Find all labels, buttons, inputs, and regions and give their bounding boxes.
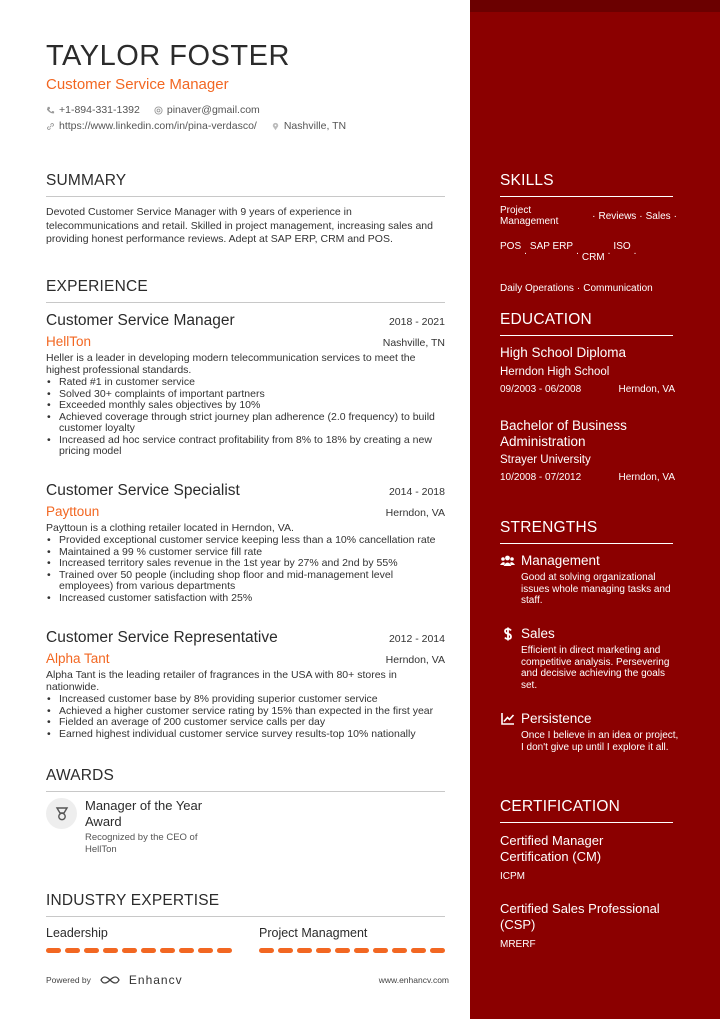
skills-row: POS . SAP ERP . CRM . ISO .	[500, 241, 637, 263]
job-bullet: • Rated #1 in customer service	[46, 377, 445, 389]
expertise-item	[46, 926, 232, 953]
job-entry	[46, 312, 445, 458]
link-icon	[46, 122, 55, 131]
job-role: Customer Service Manager	[46, 312, 235, 329]
award-title: Manager of the Year Award	[85, 798, 203, 829]
certification-org: ICPM	[500, 871, 525, 882]
job-role: Customer Service Representative	[46, 629, 278, 646]
job-description: Heller is a leader in developing modern telecommunication services to meet the highest professional standards.	[46, 352, 416, 376]
footer	[46, 973, 449, 987]
level-segment	[103, 948, 118, 953]
expertise-item	[259, 926, 445, 953]
job-company: Payttoun	[46, 504, 100, 519]
skill-tag: Project Management	[500, 205, 559, 227]
trend-icon	[500, 712, 515, 725]
job-dates: 2012 - 2014	[388, 633, 445, 645]
candidate-name: TAYLOR FOSTER	[46, 40, 290, 72]
skills-heading: SKILLS	[500, 172, 673, 197]
level-segment	[179, 948, 194, 953]
job-bullet: • Increased customer satisfaction with 25%	[46, 593, 445, 605]
level-segment	[217, 948, 232, 953]
job-dates: 2014 - 2018	[388, 486, 445, 498]
education-entry	[500, 418, 675, 483]
phone-text: +1-894-331-1392	[59, 104, 140, 116]
skill-tag: Daily Operations	[500, 283, 574, 294]
job-bullet: • Fielded an average of 200 customer service calls per day	[46, 717, 445, 729]
strength-description: Efficient in direct marketing and competitive analysis. Persevering and decisive achieving the goals set.	[521, 645, 670, 691]
strength-entry	[500, 553, 680, 607]
summary-text: Devoted Customer Service Manager with 9 years of experience in telecommunications and retail. Skilled in project management, increasing sales and providing honest performance reviews. Adept at SAP ERP, CRM and POS.	[46, 206, 433, 245]
sidebar	[470, 0, 720, 1019]
skill-tag: ISO	[613, 241, 631, 252]
contact-row-1	[46, 104, 260, 116]
linkedin-text: https://www.linkedin.com/in/pina-verdasco/	[59, 120, 257, 132]
footer-url[interactable]: www.enhancv.com	[378, 975, 449, 985]
skills-list	[500, 205, 680, 308]
email-text: pinaver@gmail.com	[166, 104, 260, 116]
education-dates: 10/2008 - 07/2012	[500, 472, 582, 483]
job-location: Herndon, VA	[385, 507, 445, 519]
job-description: Alpha Tant is the leading retailer of fragrances in the USA with 80+ stores in nationwide.	[46, 669, 397, 693]
level-segment	[198, 948, 213, 953]
skill-tag: Communication	[583, 283, 653, 294]
skills-row: Project Management · Reviews · Sales ·	[500, 205, 677, 227]
job-location: Nashville, TN	[382, 337, 445, 349]
level-segment	[297, 948, 312, 953]
strength-description: Once I believe in an idea or project, I don't give up until I explore it all.	[521, 730, 679, 753]
certification-org: MRERF	[500, 939, 536, 950]
job-bullet: • Achieved a higher customer service rating by 15% than expected in the first year	[46, 706, 445, 718]
skill-tag: SAP ERP	[529, 241, 574, 252]
job-entry	[46, 629, 445, 740]
dollar-icon	[500, 627, 515, 641]
education-heading: EDUCATION	[500, 311, 673, 336]
level-segment	[65, 948, 80, 953]
education-school: Herndon High School	[500, 365, 610, 378]
job-description: Payttoun is a clothing retailer located in Herndon, VA.	[46, 522, 294, 534]
job-bullet: • Provided exceptional customer service keeping less than a 10% cancellation rate	[46, 535, 445, 547]
certification-entry	[500, 833, 675, 882]
strengths-heading: STRENGTHS	[500, 519, 673, 544]
job-bullet: • Exceeded monthly sales objectives by 10%	[46, 400, 445, 412]
strength-title: Sales	[521, 626, 555, 641]
certification-entry	[500, 901, 675, 950]
strength-entry	[500, 626, 680, 691]
certification-name: Certified Manager Certification (CM)	[500, 833, 604, 864]
experience-heading: EXPERIENCE	[46, 278, 445, 303]
level-segment	[335, 948, 350, 953]
skills-row: Daily Operations · Communication	[500, 283, 653, 294]
job-bullet: • Earned highest individual customer service survey results-top 10% nationally	[46, 729, 445, 741]
job-bullet: • Solved 30+ complaints of important partners	[46, 389, 445, 401]
job-bullets	[46, 535, 445, 604]
education-dates: 09/2003 - 06/2008	[500, 383, 582, 395]
level-segment	[392, 948, 407, 953]
job-bullet: • Increased customer base by 8% providing superior customer service	[46, 694, 445, 706]
education-entry	[500, 345, 675, 395]
brand-name: Enhancv	[128, 973, 183, 987]
award-description: Recognized by the CEO of HellTon	[85, 832, 198, 855]
job-company: HellTon	[46, 334, 92, 349]
skill-tag: POS	[500, 241, 522, 252]
enhancv-logo-icon	[99, 974, 121, 986]
sidebar-top-band	[470, 0, 720, 12]
job-bullets	[46, 694, 445, 740]
job-location: Herndon, VA	[385, 654, 445, 666]
level-segment	[411, 948, 426, 953]
location-pin-icon	[271, 122, 280, 131]
job-entry	[46, 482, 445, 604]
job-bullet: • Increased ad hoc service contract profitability from 8% to 18% by creating a new pricing model	[46, 435, 445, 458]
certification-heading: CERTIFICATION	[500, 798, 673, 823]
job-bullet: • Increased territory sales revenue in the 1st year by 27% and 2nd by 55%	[46, 558, 445, 570]
level-segment	[373, 948, 388, 953]
education-school: Strayer University	[500, 454, 591, 466]
expertise-level-bar	[46, 948, 232, 953]
awards-heading: AWARDS	[46, 767, 445, 792]
expertise-label: Project Managment	[259, 926, 368, 940]
strength-description: Good at solving organizational issues whole managing tasks and staff.	[521, 572, 671, 606]
certification-name: Certified Sales Professional (CSP)	[500, 901, 660, 932]
candidate-title: Customer Service Manager	[46, 76, 229, 93]
strength-entry	[500, 711, 680, 753]
job-dates: 2018 - 2021	[388, 316, 445, 328]
job-company: Alpha Tant	[46, 651, 110, 666]
summary-heading: SUMMARY	[46, 172, 445, 197]
contact-row-2	[46, 120, 346, 132]
award-badge-icon	[46, 798, 77, 829]
phone-icon	[46, 106, 55, 115]
job-bullet: • Trained over 50 people (including shop floor and mid-management level employees) from various departments	[46, 570, 445, 593]
job-bullet: • Achieved coverage through strict journey plan adherence (2.0 frequency) to build customer loyalty	[46, 412, 445, 435]
job-role: Customer Service Specialist	[46, 482, 240, 499]
skill-tag: CRM	[581, 252, 605, 263]
location-text: Nashville, TN	[283, 120, 347, 132]
expertise-level-bar	[259, 948, 445, 953]
at-icon	[154, 106, 163, 115]
education-location: Herndon, VA	[618, 472, 675, 483]
job-bullet: • Maintained a 99 % customer service fill rate	[46, 547, 445, 559]
skill-tag: Sales	[645, 210, 671, 222]
skill-tag: Reviews	[598, 210, 637, 222]
level-segment	[160, 948, 175, 953]
linkedin-item[interactable]	[46, 120, 257, 132]
expertise-heading: INDUSTRY EXPERTISE	[46, 892, 445, 917]
strength-title: Management	[521, 553, 600, 568]
level-segment	[354, 948, 369, 953]
location-item	[271, 120, 346, 132]
email-item[interactable]	[154, 104, 260, 116]
level-segment	[46, 948, 61, 953]
level-segment	[316, 948, 331, 953]
expertise-label: Leadership	[46, 926, 108, 940]
education-degree: Bachelor of Business Administration	[500, 418, 627, 449]
level-segment	[122, 948, 137, 953]
education-degree: High School Diploma	[500, 345, 627, 360]
award-entry	[46, 798, 225, 855]
powered-by-text: Powered by	[46, 975, 91, 985]
level-segment	[278, 948, 293, 953]
people-icon	[500, 555, 515, 567]
level-segment	[430, 948, 445, 953]
level-segment	[259, 948, 274, 953]
strength-title: Persistence	[521, 711, 592, 726]
level-segment	[141, 948, 156, 953]
job-bullets	[46, 377, 445, 458]
brand[interactable]	[46, 973, 183, 987]
phone-item[interactable]	[46, 104, 140, 116]
level-segment	[84, 948, 99, 953]
education-location: Herndon, VA	[618, 383, 675, 395]
